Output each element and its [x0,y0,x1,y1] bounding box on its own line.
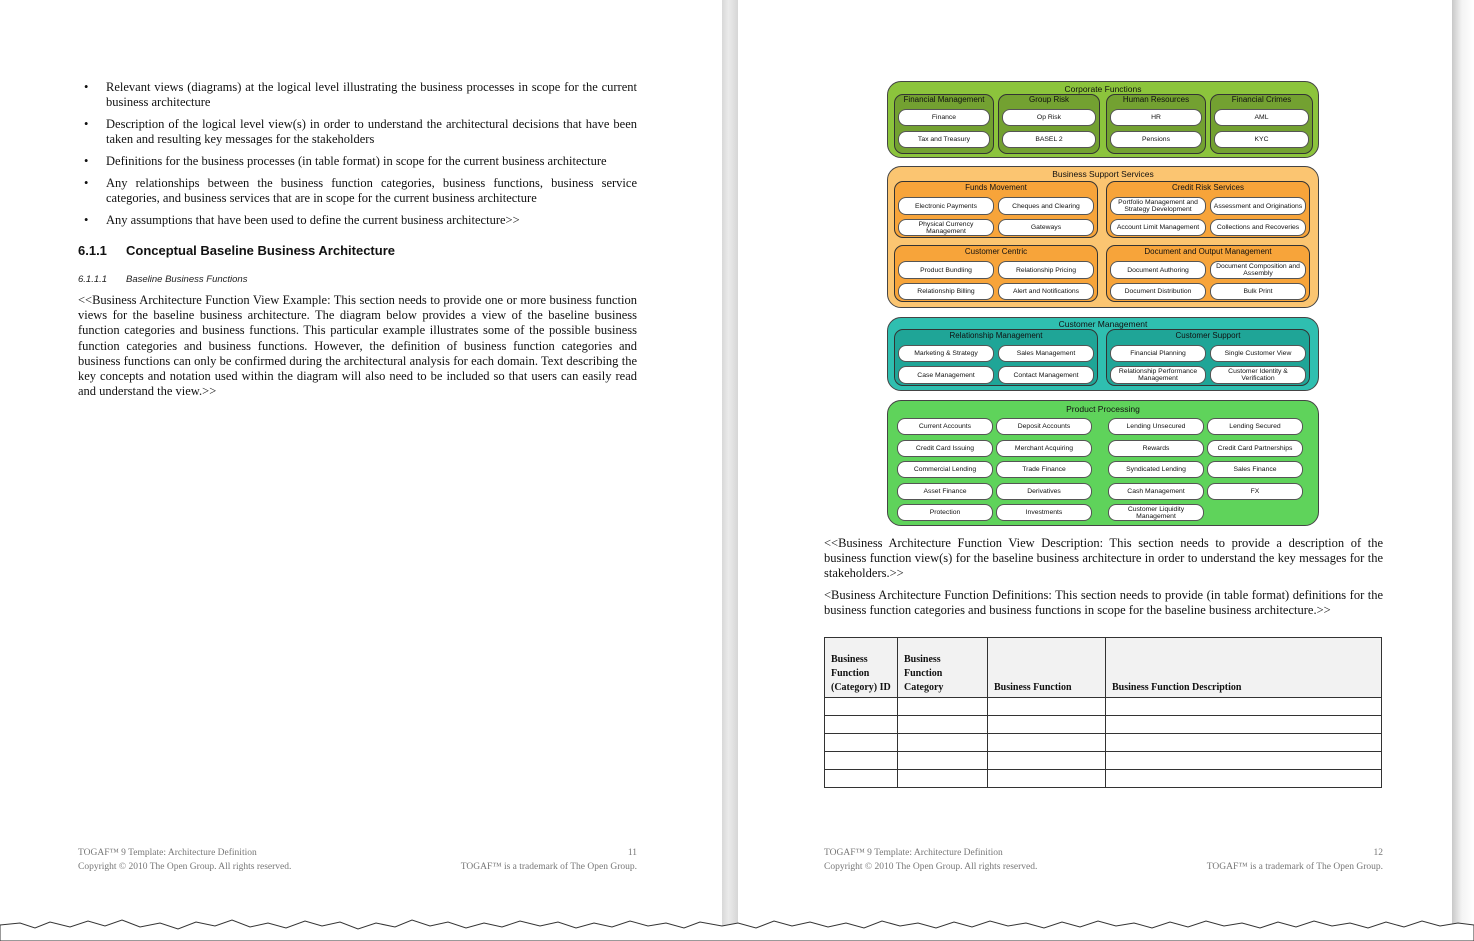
page-number: 12 [1373,848,1383,858]
bullet-item: • Any relationships between the business function categories, business functions, business service categories, and business services that are in scope for the current business architecture [84,176,637,205]
function-pill[interactable]: Customer Identity & Verification [1210,366,1306,384]
function-pill[interactable]: Electronic Payments [898,197,994,215]
category-title: Human Resources [1122,95,1190,104]
function-pill[interactable]: Credit Card Issuing [897,440,993,457]
function-pill[interactable]: Tax and Treasury [898,131,990,148]
function-pill[interactable]: Lending Secured [1207,418,1303,435]
function-pill[interactable]: Gateways [998,219,1094,236]
group-title: Corporate Functions [1064,84,1142,94]
function-pill[interactable]: Lending Unsecured [1108,418,1204,435]
function-pill[interactable]: Relationship Performance Management [1110,366,1206,384]
function-pill[interactable]: Alert and Notifications [998,283,1094,300]
function-pill[interactable]: Deposit Accounts [996,418,1092,435]
category-title: Funds Movement [965,183,1027,192]
table-row [825,716,1382,734]
function-pill[interactable]: Rewards [1108,440,1204,457]
function-pill[interactable]: Bulk Print [1210,283,1306,300]
function-pill[interactable]: Sales Finance [1207,461,1303,478]
section-heading: 6.1.1 Conceptual Baseline Business Architecture [78,243,395,258]
function-pill[interactable]: Protection [897,504,993,521]
function-pill[interactable]: Product Bundling [898,261,994,279]
col-header: Business Function Description [1106,638,1382,698]
function-pill[interactable]: Merchant Acquiring [996,440,1092,457]
function-pill[interactable]: Account Limit Management [1110,219,1206,236]
function-pill[interactable]: Finance [898,109,990,126]
category-title: Financial Crimes [1231,95,1292,104]
function-pill[interactable]: Syndicated Lending [1108,461,1204,478]
group-title: Customer Management [1058,319,1148,329]
table-row [825,698,1382,716]
function-pill[interactable]: Portfolio Management and Strategy Development [1110,197,1206,215]
category-title: Financial Management [903,95,985,104]
function-pill[interactable]: Current Accounts [897,418,993,435]
table-row [825,734,1382,752]
function-pill[interactable]: Pensions [1110,131,1202,148]
right-footer: TOGAF™ 9 Template: Architecture Definition Copyright © 2010 The Open Group. All rights reserved. 12 TOGAF™ is a trademark of The Open Group. [824,848,1383,872]
bullet-item: • Any assumptions that have been used to define the current business architecture>> [84,213,520,227]
category-title: Customer Support [1175,331,1241,340]
category-title: Group Risk [1028,95,1069,104]
col-header: Business Function (Category) ID [825,638,898,698]
function-pill[interactable]: KYC [1214,131,1309,148]
function-pill[interactable]: Sales Management [998,345,1094,362]
bullet-list [78,80,637,235]
function-pill[interactable]: Single Customer View [1210,345,1306,362]
bullet-item: • Relevant views (diagrams) at the logical level illustrating the business processes in scope for the current business architecture [84,80,637,109]
function-pill[interactable]: Relationship Pricing [998,261,1094,279]
page-gutter [722,0,738,941]
table-header-row [825,638,1382,698]
left-footer: TOGAF™ 9 Template: Architecture Definition Copyright © 2010 The Open Group. All rights reserved. 11 TOGAF™ is a trademark of The Open Group. [78,848,637,872]
function-pill[interactable]: Cash Management [1108,483,1204,500]
function-pill[interactable]: Investments [996,504,1092,521]
function-pill[interactable]: Assessment and Originations [1210,197,1306,215]
function-pill[interactable]: Financial Planning [1110,345,1206,362]
function-pill[interactable]: Asset Finance [897,483,993,500]
category-title: Relationship Management [949,331,1043,340]
function-pill[interactable]: Document Composition and Assembly [1210,261,1306,279]
function-pill[interactable]: Cheques and Clearing [998,197,1094,215]
table-row [825,770,1382,788]
function-pill[interactable]: Credit Card Partnerships [1207,440,1303,457]
group-title: Business Support Services [1052,169,1154,179]
function-pill[interactable]: Op Risk [1002,109,1096,126]
function-pill[interactable]: Case Management [898,366,994,384]
function-pill[interactable]: FX [1207,483,1303,500]
category-title: Credit Risk Services [1171,183,1244,192]
bullet-item: • Definitions for the business processes (in table format) in scope for the current business architecture [84,154,607,168]
category-title: Document and Output Management [1144,247,1272,256]
function-view-example-paragraph: <<Business Architecture Function View Example: This section needs to provide one or more business function views for the baseline business architecture. The diagram below provides a view of the baseline business function categories and business functions. This particular example illustrates some of the possible business function categories and business functions. However, the definition of business function categories and business functions can only be confirmed during the architectural analysis for each domain. Text describing the key concepts and notation used within the diagram will also need to be included so that users can easily read and understand the view.>> [78,293,637,399]
function-pill[interactable]: Contact Management [998,366,1094,384]
function-pill[interactable]: Derivatives [996,483,1092,500]
bullet-item: • Description of the logical level view(s) in order to understand the architectural decisions that have been taken and resulting key messages for the stakeholders [84,117,637,146]
function-pill[interactable]: Commercial Lending [897,461,993,478]
function-pill[interactable]: Document Distribution [1110,283,1206,300]
col-header: Business Function [988,638,1106,698]
page-shadow [1452,0,1474,941]
function-pill[interactable]: AML [1214,109,1309,126]
function-view-description-paragraph: <<Business Architecture Function View Description: This section needs to provide a description of the business function view(s) for the baseline business architecture in order to understand the key messages for the stakeholders.>> [824,536,1383,581]
function-pill[interactable]: Marketing & Strategy [898,345,994,362]
table-row [825,752,1382,770]
col-header: Business Function Category [898,638,988,698]
torn-edge [0,911,1474,941]
function-pill[interactable]: BASEL 2 [1002,131,1096,148]
function-pill[interactable]: Physical Currency Management [898,219,994,236]
function-pill[interactable]: Collections and Recoveries [1210,219,1306,236]
function-pill[interactable]: Customer Liquidity Management [1108,504,1204,521]
function-definitions-table [824,637,1382,788]
group-title: Product Processing [1066,404,1140,414]
page-number: 11 [627,848,637,858]
subsection-heading: 6.1.1.1 Baseline Business Functions [78,274,248,285]
function-definitions-paragraph: <Business Architecture Function Definitions: This section needs to provide (in table format) definitions for the business function categories and business functions in scope for the baseline business architecture.>> [824,588,1383,618]
function-pill[interactable]: HR [1110,109,1202,126]
function-pill[interactable]: Document Authoring [1110,261,1206,279]
function-pill[interactable]: Trade Finance [996,461,1092,478]
function-pill[interactable]: Relationship Billing [898,283,994,300]
category-title: Customer Centric [964,247,1028,256]
